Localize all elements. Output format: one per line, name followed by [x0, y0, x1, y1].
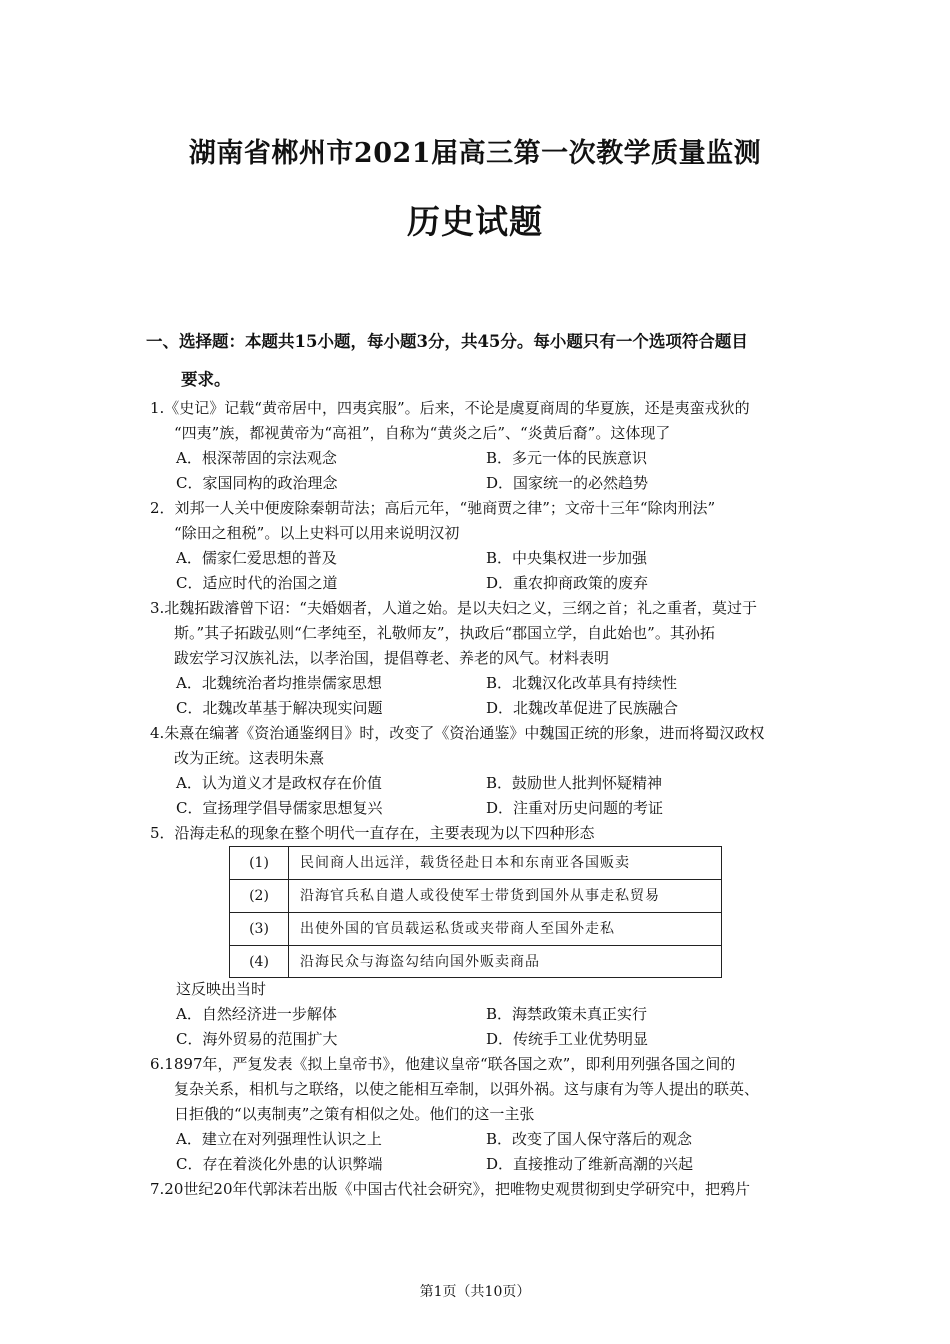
question-3-option-a: A．北魏统治者均推崇儒家思想: [176, 674, 382, 692]
question-3-line1: 3.北魏拓跋濬曾下诏：“夫婚姻者，人道之始。是以夫妇之义，三纲之首；礼之重者，莫过于: [150, 599, 757, 617]
table-row-text: 民间商人出远洋，载货径赴日本和东南亚各国贩卖: [300, 855, 630, 871]
question-6-option-d: D．直接推动了维新高潮的兴起: [486, 1155, 694, 1173]
question-1-line2: “四夷”族，都视黄帝为“高祖”，自称为“黄炎之后”、“炎黄后裔”。这体现了: [174, 424, 671, 442]
table-row-text: 沿海官兵私自遣人或役使军士带货到国外从事走私贸易: [300, 888, 660, 904]
table-row-number: (1): [230, 847, 289, 879]
question-6-option-c: C．存在着淡化外患的认识弊端: [176, 1155, 383, 1173]
question-4-stem: [150, 721, 815, 771]
section-heading: [146, 323, 826, 399]
question-6-option-b: B．改变了国人保守落后的观念: [486, 1130, 693, 1148]
table-row-number: (2): [230, 880, 289, 912]
question-5-followup: 这反映出当时: [176, 980, 267, 998]
question-3-stem: [150, 596, 815, 671]
question-3-option-b: B．北魏汉化改革具有持续性: [486, 674, 678, 692]
question-6-stem: [150, 1052, 815, 1127]
question-5-line1: 5．沿海走私的现象在整个明代一直存在，主要表现为以下四种形态: [150, 824, 595, 842]
question-2-stem: [150, 496, 815, 546]
table-row: [230, 946, 721, 978]
question-4-option-a: A．认为道义才是政权存在价值: [176, 774, 382, 792]
question-3-line2: 斯。”其子拓跋弘则“仁孝纯至，礼敬师友”，执政后“郡国立学，自此始也”。其孙拓: [174, 624, 715, 642]
table-row: [230, 913, 721, 946]
question-6-line3: 日拒俄的“以夷制夷”之策有相似之处。他们的这一主张: [174, 1105, 535, 1123]
table-row-number: (4): [230, 946, 289, 978]
page-number-footer: 第1页（共10页）: [419, 1284, 531, 1300]
exam-subject-title: 历史试题: [407, 202, 543, 241]
question-6-line1: 6.1897年，严复发表《拟上皇帝书》，他建议皇帝“联各国之欢”，即利用列强各国之间的: [150, 1055, 736, 1073]
question-7-stem: [150, 1177, 815, 1202]
question-4-option-b: B．鼓励世人批判怀疑精神: [486, 774, 663, 792]
question-7-line1: 7.20世纪20年代郭沫若出版《中国古代社会研究》，把唯物史观贯彻到史学研究中，把鸦片: [150, 1180, 750, 1198]
question-5-option-c: C．海外贸易的范围扩大: [176, 1030, 338, 1048]
question-3-line3: 跋宏学习汉族礼法，以孝治国，提倡尊老、养老的风气。材料表明: [174, 649, 610, 667]
question-1-option-b: B．多元一体的民族意识: [486, 449, 648, 467]
question-2-line2: “除田之租税”。以上史料可以用来说明汉初: [174, 524, 460, 542]
question-2-option-b: B．中央集权进一步加强: [486, 549, 648, 567]
question-3-option-d: D．北魏改革促进了民族融合: [486, 699, 679, 717]
smuggling-forms-table: [229, 846, 722, 978]
section-heading-line1: 一、选择题：本题共15小题，每小题3分，共45分。每小题只有一个选项符合题目: [146, 332, 748, 351]
table-row-text: 沿海民众与海盗勾结向国外贩卖商品: [300, 954, 540, 970]
question-2-line1: 2．刘邦一人关中便废除秦朝苛法；高后元年，“驰商贾之律”；文帝十三年“除肉刑法”: [150, 499, 716, 517]
question-2-option-d: D．重农抑商政策的废弃: [486, 574, 649, 592]
question-5-option-a: A．自然经济进一步解体: [176, 1005, 337, 1023]
question-4-line1: 4.朱熹在编著《资治通鉴纲目》时，改变了《资治通鉴》中魏国正统的形象，进而将蜀汉政权: [150, 724, 765, 742]
question-1-line1: 1.《史记》记载“黄帝居中，四夷宾服”。后来，不论是虞夏商周的华夏族，还是夷蛮戎狄的: [150, 399, 750, 417]
section-heading-line2: 要求。: [181, 370, 231, 389]
question-1-option-d: D．国家统一的必然趋势: [486, 474, 649, 492]
table-row-text: 出使外国的官员载运私货或夹带商人至国外走私: [300, 921, 615, 937]
question-4-line2: 改为正统。这表明朱熹: [174, 749, 325, 767]
question-4-option-c: C．宣扬理学倡导儒家思想复兴: [176, 799, 383, 817]
question-1-option-a: A．根深蒂固的宗法观念: [176, 449, 337, 467]
table-row: [230, 880, 721, 913]
question-4-option-d: D．注重对历史问题的考证: [486, 799, 664, 817]
question-6-line2: 复杂关系，相机与之联络，以使之能相互牵制，以弭外祸。这与康有为等人提出的联英、: [174, 1080, 760, 1098]
question-1-option-c: C．家国同构的政治理念: [176, 474, 338, 492]
question-5-option-d: D．传统手工业优势明显: [486, 1030, 649, 1048]
question-2-option-a: A．儒家仁爱思想的普及: [176, 549, 337, 567]
question-3-option-c: C．北魏改革基于解决现实问题: [176, 699, 383, 717]
table-row-number: (3): [230, 913, 289, 945]
table-row: [230, 847, 721, 880]
question-2-option-c: C．适应时代的治国之道: [176, 574, 338, 592]
question-5-option-b: B．海禁政策未真正实行: [486, 1005, 648, 1023]
question-6-option-a: A．建立在对列强理性认识之上: [176, 1130, 382, 1148]
question-5-stem: [150, 821, 815, 846]
exam-title: 湖南省郴州市2021届高三第一次教学质量监测: [188, 138, 762, 169]
question-1-stem: [150, 396, 815, 446]
